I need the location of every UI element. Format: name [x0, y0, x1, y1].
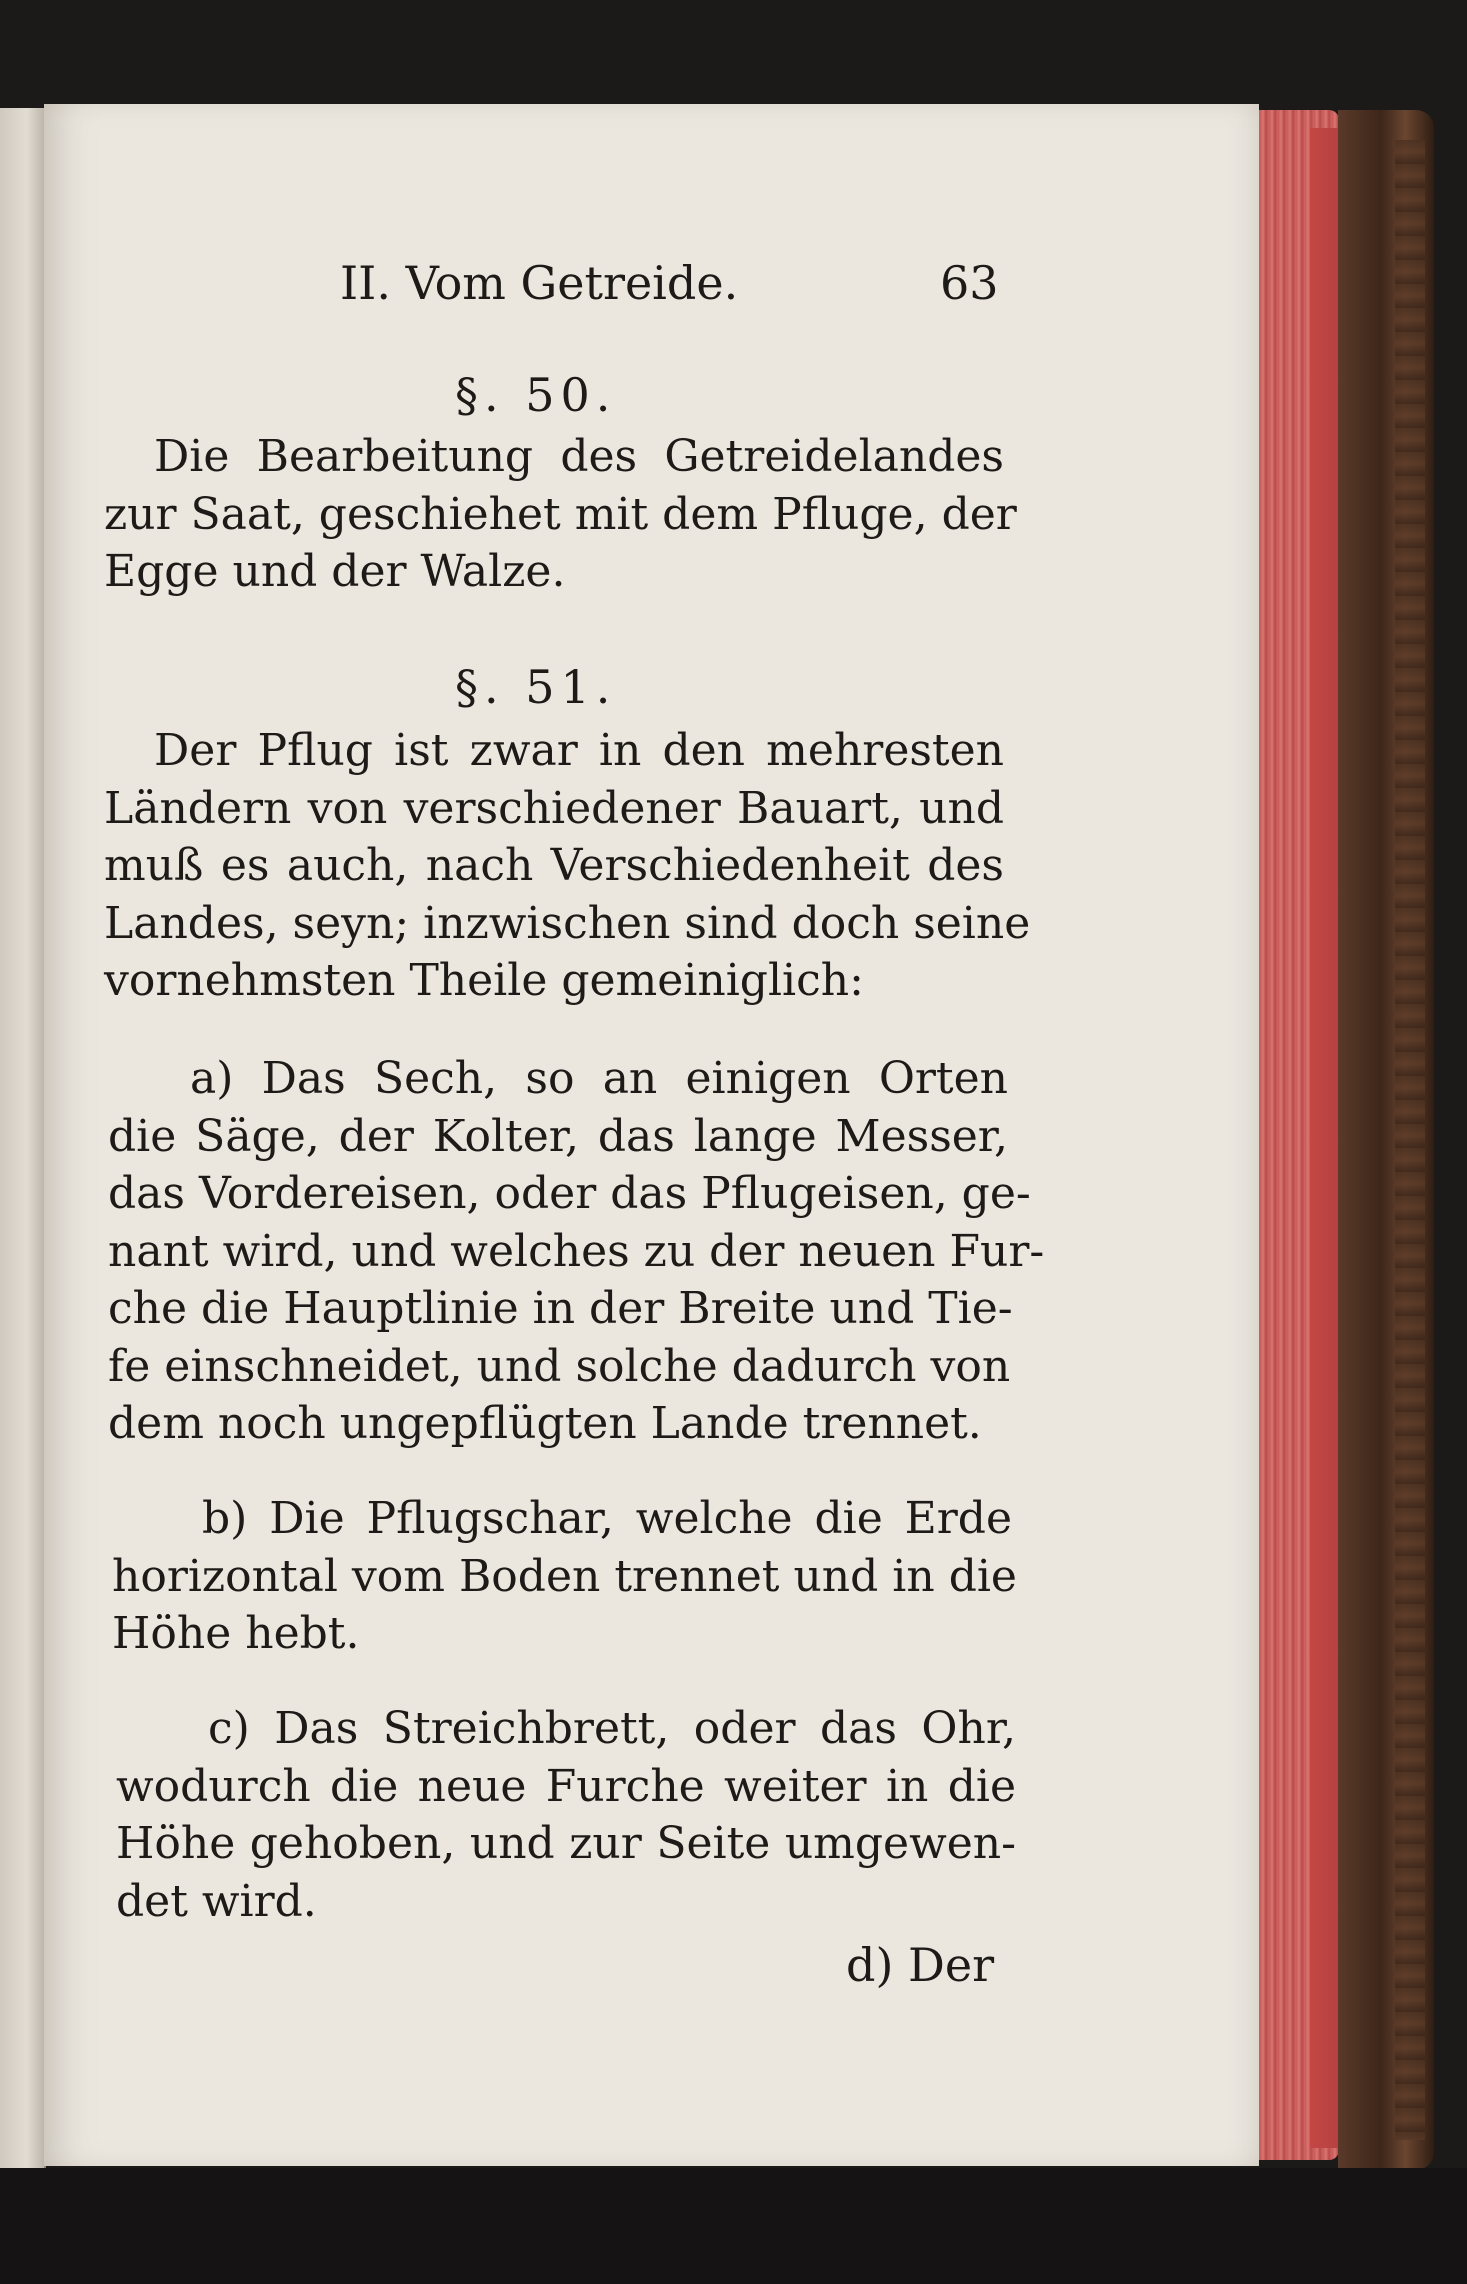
text-line: Egge und der Walze. — [104, 546, 566, 597]
text-line: muß es auch, nach Verschiedenheit des — [104, 840, 1004, 891]
text-line: det wird. — [116, 1875, 317, 1927]
section-51-heading: §. 51. — [455, 660, 617, 714]
text-line: horizontal vom Boden trennet und in die — [112, 1550, 1017, 1602]
text-line: Die Bearbeitung des Getreidelandes — [154, 431, 1004, 482]
catchword: d) Der — [846, 1938, 995, 1992]
text-line: das Vordereisen, oder das Pflugeisen, ge- — [108, 1168, 1031, 1219]
text-line: Höhe hebt. — [112, 1608, 360, 1659]
text-line: wodurch die neue Furche weiter in die — [116, 1760, 1016, 1812]
text-line: die Säge, der Kolter, das lange Messer, — [108, 1110, 1008, 1162]
text-line: Ländern von verschiedener Bauart, und — [104, 782, 1004, 834]
text-line: vornehmsten Theile gemeiniglich: — [104, 955, 864, 1006]
bottom-shadow — [0, 2168, 1467, 2284]
item-b-paragraph — [112, 1490, 1017, 1663]
section-50-paragraph — [104, 428, 1017, 601]
previous-page-edge — [0, 108, 46, 2168]
section-51-intro — [104, 722, 1031, 1010]
text-line: fe einschneidet, und solche dadurch von — [108, 1340, 1011, 1392]
text-line: b) Die Pflugschar, welche die Erde — [202, 1493, 1012, 1544]
text-line: c) Das Streichbrett, oder das Ohr, — [208, 1703, 1016, 1754]
section-50-heading: §. 50. — [455, 368, 617, 422]
text-line: a) Das Sech, so an einigen Orten — [190, 1053, 1008, 1104]
text-line: dem noch ungepflügten Lande trennet. — [108, 1398, 982, 1449]
text-line: nant wird, und welches zu der neuen Fur- — [108, 1225, 1045, 1277]
text-line: Der Pflug ist zwar in den mehresten — [154, 725, 1004, 776]
cover-spine-texture — [1395, 140, 1425, 2140]
item-a-paragraph — [108, 1050, 1045, 1453]
text-line: che die Hauptlinie in der Breite und Tie- — [108, 1283, 1013, 1334]
item-c-paragraph — [116, 1700, 1016, 1930]
text-line: Höhe gehoben, und zur Seite umgewen- — [116, 1818, 1016, 1869]
text-line: zur Saat, geschiehet mit dem Pfluge, der — [104, 488, 1017, 540]
text-line: Landes, seyn; inzwischen sind doch seine — [104, 897, 1031, 949]
page-number: 63 — [940, 256, 999, 310]
running-head: II. Vom Getreide. — [340, 256, 739, 310]
